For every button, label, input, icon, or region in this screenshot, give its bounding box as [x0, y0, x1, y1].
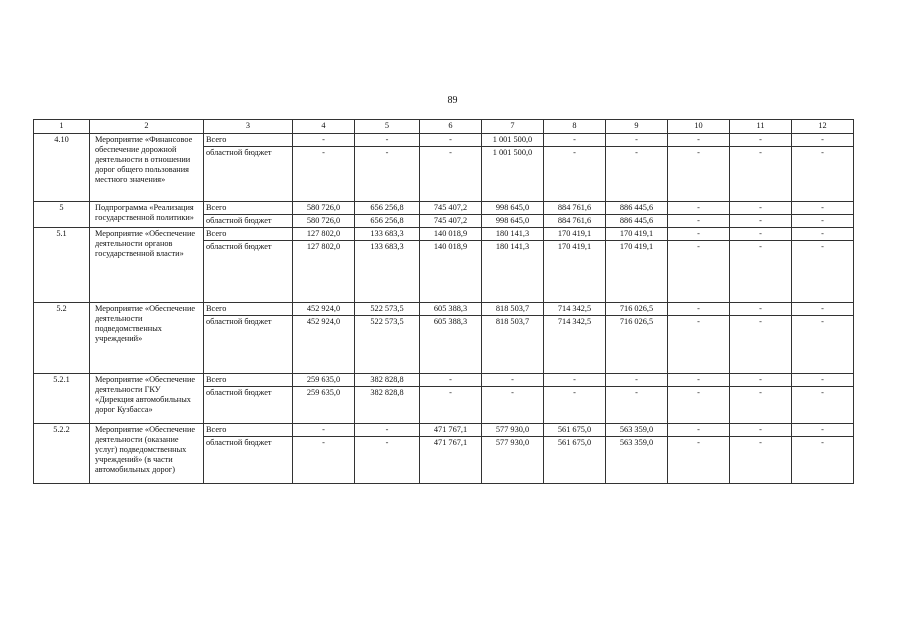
value-cell-col-12: -: [792, 241, 854, 303]
value-cell-col-5: -: [355, 437, 420, 484]
value-cell-col-5: -: [355, 424, 420, 437]
activity-name-cell: Подпрограмма «Реализация государственной политики»: [90, 202, 204, 228]
value-cell-col-9: -: [606, 134, 668, 147]
column-number-7: 7: [482, 120, 544, 134]
value-cell-col-6: -: [420, 387, 482, 424]
value-cell-col-7: -: [482, 387, 544, 424]
value-cell-col-8: 714 342,5: [544, 316, 606, 374]
value-cell-col-11: -: [730, 387, 792, 424]
header-row: [34, 120, 854, 134]
funding-source-cell: областной бюджет: [204, 215, 293, 228]
row-number-cell: 5: [34, 202, 90, 228]
column-number-11: 11: [730, 120, 792, 134]
value-cell-col-12: -: [792, 202, 854, 215]
table-row: [34, 374, 854, 387]
value-cell-col-11: -: [730, 316, 792, 374]
table-body: [34, 120, 854, 484]
funding-source-cell: Всего: [204, 228, 293, 241]
column-number-12: 12: [792, 120, 854, 134]
value-cell-col-4: -: [293, 134, 355, 147]
funding-source-cell: Всего: [204, 374, 293, 387]
value-cell-col-10: -: [668, 424, 730, 437]
value-cell-col-11: -: [730, 303, 792, 316]
value-cell-col-10: -: [668, 228, 730, 241]
table-row: [34, 134, 854, 147]
value-cell-col-10: -: [668, 387, 730, 424]
value-cell-col-4: 580 726,0: [293, 202, 355, 215]
value-cell-col-4: 127 802,0: [293, 241, 355, 303]
value-cell-col-4: -: [293, 437, 355, 484]
value-cell-col-11: -: [730, 147, 792, 202]
value-cell-col-6: 605 388,3: [420, 316, 482, 374]
funding-source-cell: областной бюджет: [204, 437, 293, 484]
value-cell-col-11: -: [730, 424, 792, 437]
value-cell-col-7: 998 645,0: [482, 202, 544, 215]
value-cell-col-10: -: [668, 134, 730, 147]
value-cell-col-12: -: [792, 228, 854, 241]
value-cell-col-4: 127 802,0: [293, 228, 355, 241]
value-cell-col-6: 140 018,9: [420, 241, 482, 303]
column-number-6: 6: [420, 120, 482, 134]
value-cell-col-5: 656 256,8: [355, 202, 420, 215]
value-cell-col-11: -: [730, 134, 792, 147]
value-cell-col-4: -: [293, 147, 355, 202]
value-cell-col-7: 1 001 500,0: [482, 134, 544, 147]
funding-source-cell: Всего: [204, 303, 293, 316]
funding-source-cell: областной бюджет: [204, 147, 293, 202]
value-cell-col-5: 382 828,8: [355, 387, 420, 424]
value-cell-col-12: -: [792, 215, 854, 228]
value-cell-col-5: 133 683,3: [355, 241, 420, 303]
value-cell-col-12: -: [792, 424, 854, 437]
value-cell-col-10: -: [668, 316, 730, 374]
column-number-4: 4: [293, 120, 355, 134]
value-cell-col-6: -: [420, 147, 482, 202]
value-cell-col-4: 580 726,0: [293, 215, 355, 228]
value-cell-col-12: -: [792, 134, 854, 147]
funding-source-cell: областной бюджет: [204, 387, 293, 424]
value-cell-col-5: 522 573,5: [355, 316, 420, 374]
column-number-8: 8: [544, 120, 606, 134]
value-cell-col-5: -: [355, 147, 420, 202]
value-cell-col-7: 1 001 500,0: [482, 147, 544, 202]
value-cell-col-4: 259 635,0: [293, 387, 355, 424]
value-cell-col-8: 884 761,6: [544, 215, 606, 228]
value-cell-col-5: 522 573,5: [355, 303, 420, 316]
value-cell-col-8: -: [544, 134, 606, 147]
funding-source-cell: областной бюджет: [204, 241, 293, 303]
value-cell-col-11: -: [730, 202, 792, 215]
row-number-cell: 4.10: [34, 134, 90, 202]
value-cell-col-9: -: [606, 387, 668, 424]
value-cell-col-4: 259 635,0: [293, 374, 355, 387]
value-cell-col-6: 745 407,2: [420, 215, 482, 228]
value-cell-col-10: -: [668, 147, 730, 202]
table-row: [34, 424, 854, 437]
value-cell-col-4: -: [293, 424, 355, 437]
value-cell-col-9: 886 445,6: [606, 215, 668, 228]
value-cell-col-8: 170 419,1: [544, 241, 606, 303]
table-row: [34, 303, 854, 316]
value-cell-col-6: -: [420, 134, 482, 147]
value-cell-col-7: 180 141,3: [482, 228, 544, 241]
value-cell-col-10: -: [668, 241, 730, 303]
value-cell-col-12: -: [792, 374, 854, 387]
value-cell-col-9: 563 359,0: [606, 424, 668, 437]
value-cell-col-6: -: [420, 374, 482, 387]
value-cell-col-11: -: [730, 437, 792, 484]
value-cell-col-8: -: [544, 374, 606, 387]
value-cell-col-5: 382 828,8: [355, 374, 420, 387]
value-cell-col-9: 170 419,1: [606, 241, 668, 303]
value-cell-col-7: 180 141,3: [482, 241, 544, 303]
column-number-5: 5: [355, 120, 420, 134]
value-cell-col-5: -: [355, 134, 420, 147]
row-number-cell: 5.2.2: [34, 424, 90, 484]
column-number-3: 3: [204, 120, 293, 134]
row-number-cell: 5.2: [34, 303, 90, 374]
value-cell-col-9: 716 026,5: [606, 316, 668, 374]
value-cell-col-9: 886 445,6: [606, 202, 668, 215]
column-number-1: 1: [34, 120, 90, 134]
row-number-cell: 5.2.1: [34, 374, 90, 424]
value-cell-col-12: -: [792, 147, 854, 202]
column-number-2: 2: [90, 120, 204, 134]
value-cell-col-9: 170 419,1: [606, 228, 668, 241]
value-cell-col-7: 577 930,0: [482, 424, 544, 437]
value-cell-col-7: 577 930,0: [482, 437, 544, 484]
funding-source-cell: Всего: [204, 424, 293, 437]
activity-name-cell: Мероприятие «Обеспечение деятельности ГКУ «Дирекция автомобильных дорог Кузбасса»: [90, 374, 204, 424]
value-cell-col-8: 561 675,0: [544, 424, 606, 437]
value-cell-col-11: -: [730, 228, 792, 241]
budget-table: [33, 119, 854, 484]
value-cell-col-6: 471 767,1: [420, 437, 482, 484]
value-cell-col-9: 716 026,5: [606, 303, 668, 316]
activity-name-cell: Мероприятие «Обеспечение деятельности (оказание услуг) подведомственных учреждений» (в части автомобильных дорог): [90, 424, 204, 484]
value-cell-col-10: -: [668, 437, 730, 484]
value-cell-col-8: 714 342,5: [544, 303, 606, 316]
activity-name-cell: Мероприятие «Обеспечение деятельности подведомственных учреждений»: [90, 303, 204, 374]
funding-source-cell: Всего: [204, 134, 293, 147]
value-cell-col-10: -: [668, 202, 730, 215]
value-cell-col-6: 745 407,2: [420, 202, 482, 215]
value-cell-col-8: -: [544, 147, 606, 202]
value-cell-col-12: -: [792, 316, 854, 374]
funding-source-cell: областной бюджет: [204, 316, 293, 374]
value-cell-col-12: -: [792, 303, 854, 316]
value-cell-col-10: -: [668, 303, 730, 316]
value-cell-col-8: 561 675,0: [544, 437, 606, 484]
page-number: 89: [447, 95, 458, 106]
value-cell-col-6: 140 018,9: [420, 228, 482, 241]
value-cell-col-4: 452 924,0: [293, 303, 355, 316]
value-cell-col-7: -: [482, 374, 544, 387]
activity-name-cell: Мероприятие «Финансовое обеспечение дорожной деятельности в отношении дорог общего пользования местного значения»: [90, 134, 204, 202]
value-cell-col-11: -: [730, 241, 792, 303]
value-cell-col-12: -: [792, 437, 854, 484]
value-cell-col-9: -: [606, 374, 668, 387]
activity-name-cell: Мероприятие «Обеспечение деятельности органов государственной власти»: [90, 228, 204, 303]
value-cell-col-9: -: [606, 147, 668, 202]
value-cell-col-8: -: [544, 387, 606, 424]
column-number-10: 10: [668, 120, 730, 134]
value-cell-col-8: 170 419,1: [544, 228, 606, 241]
value-cell-col-8: 884 761,6: [544, 202, 606, 215]
column-number-9: 9: [606, 120, 668, 134]
table-row: [34, 228, 854, 241]
value-cell-col-7: 818 503,7: [482, 303, 544, 316]
row-number-cell: 5.1: [34, 228, 90, 303]
value-cell-col-5: 656 256,8: [355, 215, 420, 228]
value-cell-col-4: 452 924,0: [293, 316, 355, 374]
value-cell-col-7: 818 503,7: [482, 316, 544, 374]
value-cell-col-7: 998 645,0: [482, 215, 544, 228]
value-cell-col-6: 605 388,3: [420, 303, 482, 316]
value-cell-col-10: -: [668, 374, 730, 387]
value-cell-col-12: -: [792, 387, 854, 424]
value-cell-col-5: 133 683,3: [355, 228, 420, 241]
value-cell-col-11: -: [730, 215, 792, 228]
table-row: [34, 202, 854, 215]
value-cell-col-10: -: [668, 215, 730, 228]
value-cell-col-11: -: [730, 374, 792, 387]
funding-source-cell: Всего: [204, 202, 293, 215]
value-cell-col-9: 563 359,0: [606, 437, 668, 484]
value-cell-col-6: 471 767,1: [420, 424, 482, 437]
